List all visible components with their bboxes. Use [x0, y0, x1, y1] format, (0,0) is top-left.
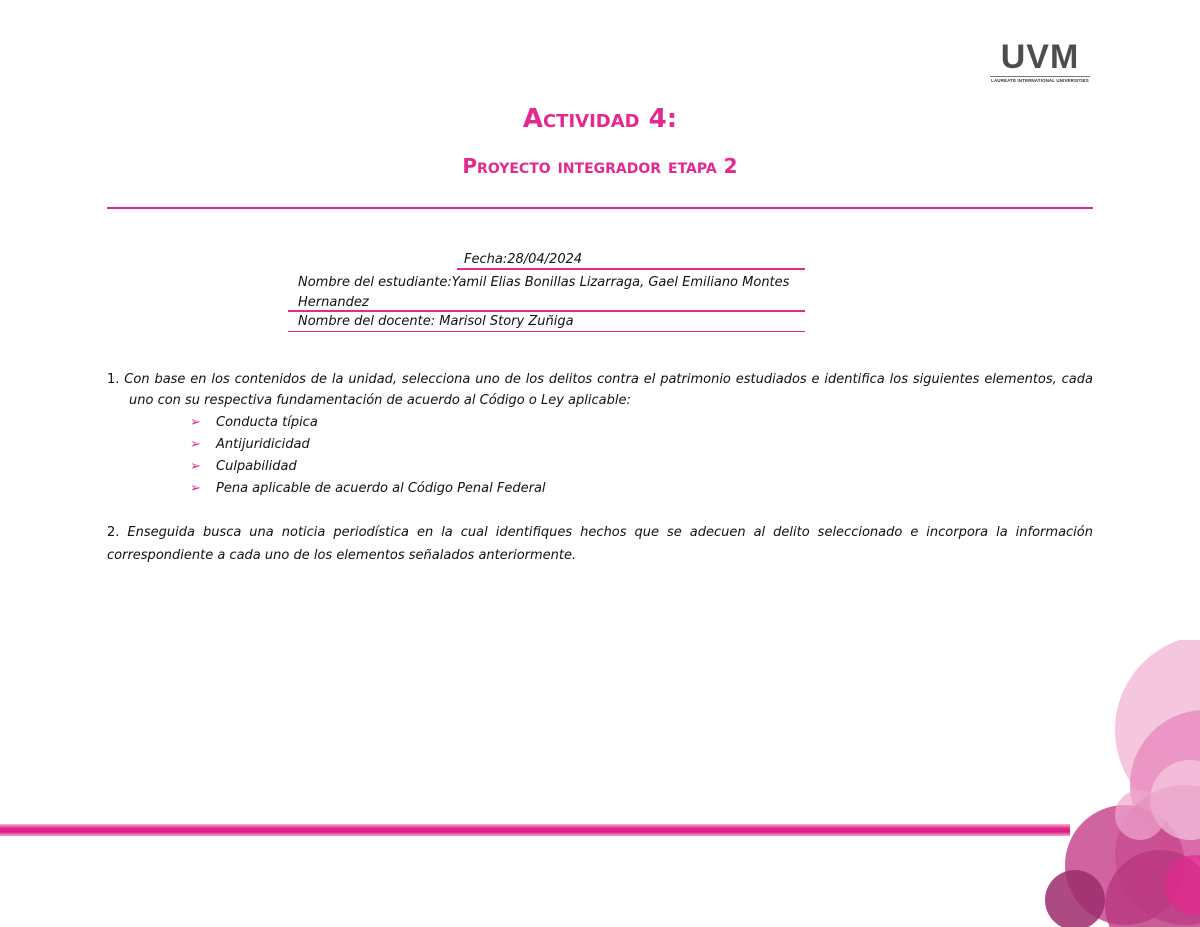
question-1-text: Con base en los contenidos de la unidad, selecciona uno de los delitos contra el patrimonio estudiados e identifica los siguientes elementos, cada uno con su respectiva fundamentación de acuerdo al Código o Ley aplicable: — [124, 372, 1093, 408]
list-item-text: Culpabilidad — [216, 459, 297, 474]
logo-tagline: LAUREATE INTERNATIONAL UNIVERSITIES — [991, 78, 1089, 83]
list-item-text: Conducta típica — [216, 415, 318, 430]
student-name-field: Nombre del estudiante:Yamil Elias Bonillas Lizarraga, Gael Emiliano Montes Hernandez — [298, 275, 790, 310]
title-divider — [107, 207, 1093, 209]
arrowhead-bullet-icon: ➢ — [190, 437, 201, 452]
arrowhead-bullet-icon: ➢ — [190, 415, 201, 430]
question-1-number: 1. — [107, 372, 120, 387]
list-item — [190, 478, 546, 500]
logo-wordmark: UVM — [1000, 38, 1080, 76]
elements-list — [190, 412, 546, 500]
arrowhead-bullet-icon: ➢ — [190, 481, 201, 496]
question-1 — [107, 369, 1093, 411]
question-2-number: 2. — [107, 525, 120, 540]
question-2 — [107, 521, 1093, 567]
teacher-name-field: Nombre del docente: Marisol Story Zuñiga — [298, 314, 574, 329]
list-item-text: Antijuridicidad — [216, 437, 310, 452]
student-underline — [288, 310, 805, 312]
decorative-circles-graphic — [1030, 640, 1200, 927]
arrowhead-bullet-icon: ➢ — [190, 459, 201, 474]
teacher-underline — [288, 331, 805, 332]
date-field: Fecha:28/04/2024 — [464, 252, 583, 267]
date-underline — [457, 268, 805, 270]
list-item — [190, 456, 546, 478]
uvm-logo — [990, 40, 1090, 88]
list-item-text: Pena aplicable de acuerdo al Código Penal Federal — [216, 481, 546, 496]
list-item — [190, 434, 546, 456]
footer-pink-band — [0, 824, 1070, 836]
page-subtitle: Proyecto integrador etapa 2 — [462, 154, 738, 178]
list-item — [190, 412, 546, 434]
page-title: Actividad 4: — [522, 104, 678, 134]
question-2-text: Enseguida busca una noticia periodística en la cual identifiques hechos que se adecuen al delito seleccionado e incorpora la información correspondiente a cada uno de los elementos señalados anteriormente. — [107, 525, 1093, 563]
